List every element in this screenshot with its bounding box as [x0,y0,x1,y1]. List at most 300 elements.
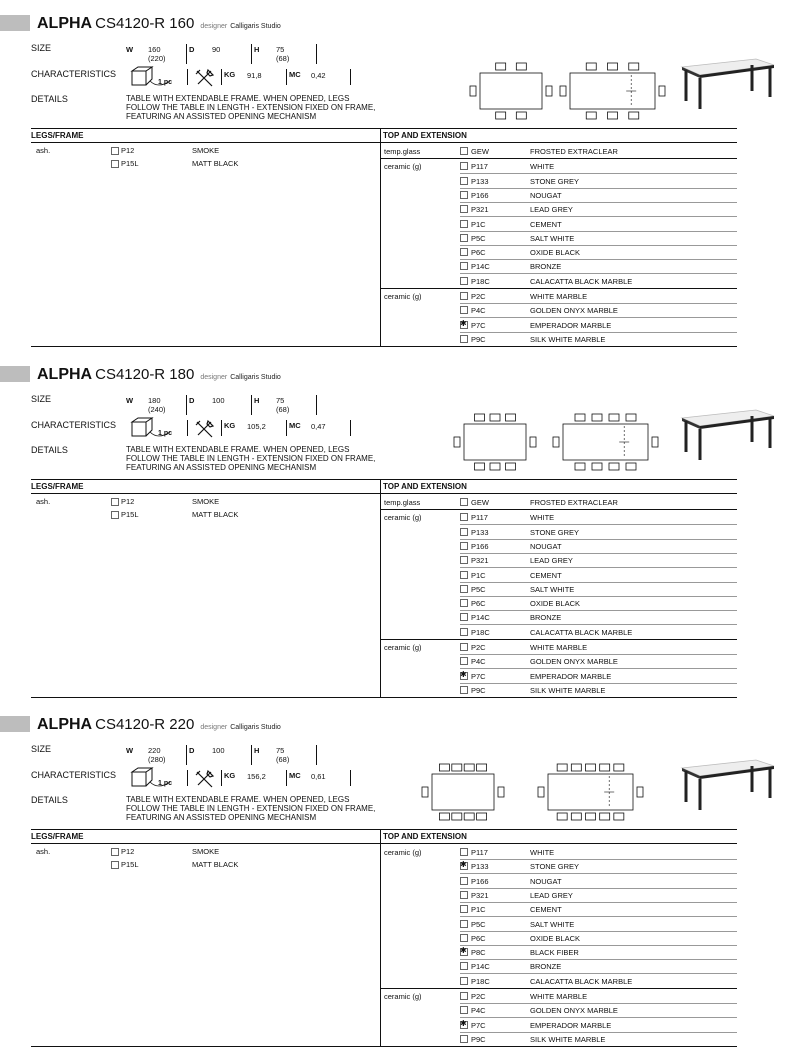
height-value: 75 [276,396,285,405]
chair-bottom [629,112,639,119]
chair-top [439,764,449,771]
top-option-checkbox[interactable] [460,672,468,680]
top-option-name: CALACATTA BLACK MARBLE [530,627,633,637]
row-divider [460,553,737,554]
top-option-name: WHITE [530,162,555,172]
product-title [37,13,281,38]
top-option-name: STONE GREY [530,527,580,537]
divider [316,745,317,765]
group-divider [381,509,737,510]
divider [186,745,187,765]
assembly-tools-icon [194,769,216,789]
top-option-name: WHITE MARBLE [530,292,588,301]
chair-right [530,437,536,447]
top-option-checkbox[interactable] [460,1035,468,1043]
details-text [126,445,375,472]
details-line: FEATURING AN ASSISTED OPENING MECHANISM [126,112,317,121]
designer-name: Calligaris Studio [230,23,281,30]
divider [286,69,287,85]
row-divider [460,668,737,669]
top-option-checkbox[interactable] [460,234,468,242]
chair-top [571,764,581,771]
divider [286,420,287,436]
details-line: FOLLOW THE TABLE IN LENGTH - EXTENSION FIXED ON FRAME, [126,103,376,112]
row-divider [460,317,737,318]
legs-header: LEGS/FRAME [31,832,84,841]
details-line: TABLE WITH EXTENDABLE FRAME. WHEN OPENED, LEGS [126,795,350,804]
header-bar [0,716,30,732]
designer-name: Calligaris Studio [230,724,281,731]
divider [186,395,187,415]
volume-key: MC [289,771,301,780]
divider [186,44,187,64]
top-option-checkbox[interactable] [460,905,468,913]
characteristics-label: CHARACTERISTICS [31,420,117,430]
top-option-code: P2C [471,992,486,1001]
top-option-code: P14C [471,613,490,623]
top-option-code: P18C [471,976,490,986]
chair-top [586,764,596,771]
top-option-name: FROSTED EXTRACLEAR [530,147,618,156]
top-option-name: STONE GREY [530,176,580,186]
top-option-checkbox[interactable] [460,628,468,636]
top-material: ceramic (g) [384,848,422,857]
top-option-code: P7C [471,1020,486,1030]
row-divider [460,902,737,903]
top-option-checkbox[interactable] [460,162,468,170]
top-option-code: P8C [471,948,486,958]
chair-right [546,86,552,96]
top-option-checkbox[interactable] [460,977,468,985]
top-option-code: GEW [471,498,489,507]
row-divider [460,582,737,583]
top-option-name: CEMENT [530,570,562,580]
chair-bottom [490,463,500,470]
top-option-code: P133 [471,527,489,537]
top-option-name: EMPERADOR MARBLE [530,671,612,681]
row-divider [460,683,737,684]
top-option-name: CALACATTA BLACK MARBLE [530,276,633,286]
pieces-count: 1 pc [158,79,173,86]
volume-key: MC [289,421,301,430]
top-option-checkbox[interactable] [460,948,468,956]
table-top-rule [31,829,737,830]
chair-top [477,764,487,771]
top-option-name: CEMENT [530,219,562,229]
row-divider [460,973,737,974]
volume-value: 0,61 [311,772,326,781]
chair-bottom [439,813,449,820]
top-header: TOP AND EXTENSION [383,482,467,491]
row-divider [460,916,737,917]
top-option-checkbox[interactable] [460,571,468,579]
top-option-checkbox[interactable] [460,528,468,536]
height-value: 75 [276,45,285,54]
top-option-checkbox[interactable] [460,321,468,329]
chair-bottom [557,813,567,820]
top-option-code: P133 [471,176,489,186]
top-option-checkbox[interactable] [460,292,468,300]
row-divider [460,596,737,597]
legs-option-checkbox[interactable] [111,511,119,519]
volume-key: MC [289,70,301,79]
designer-label: designer [200,23,228,30]
top-option-checkbox[interactable] [460,556,468,564]
table-outline [464,424,526,460]
weight-key: KG [224,771,236,780]
chair-bottom [609,463,619,470]
row-divider [460,1032,737,1033]
legs-option-name: SMOKE [192,847,220,856]
top-material: ceramic (g) [384,292,422,301]
top-option-code: P9C [471,334,486,344]
table-column-divider [380,128,381,346]
table-column-divider [380,479,381,697]
legs-option-code: P15L [121,159,139,168]
height-extended-value: (68) [276,405,290,414]
legs-option-checkbox[interactable] [111,498,119,506]
top-option-checkbox[interactable] [460,920,468,928]
chair-top [600,764,610,771]
top-option-checkbox[interactable] [460,613,468,621]
legs-option-code: P12 [121,497,135,506]
top-option-checkbox[interactable] [460,306,468,314]
top-option-name: CALACATTA BLACK MARBLE [530,976,633,986]
top-option-code: P166 [471,190,489,200]
header-bar [0,366,30,382]
top-option-checkbox[interactable] [460,262,468,270]
extended-table-outline [563,424,648,460]
group-divider [381,697,737,698]
extended-table-outline [570,73,655,109]
details-line: TABLE WITH EXTENDABLE FRAME. WHEN OPENED, LEGS [126,445,350,454]
designer-label: designer [200,724,228,731]
top-option-name: BRONZE [530,962,562,972]
top-material: ceramic (g) [384,162,422,172]
legs-header: LEGS/FRAME [31,482,84,491]
product-name: ALPHA [37,15,93,32]
top-option-checkbox[interactable] [460,335,468,343]
top-material: temp.glass [384,498,421,507]
row-divider [460,945,737,946]
row-divider [460,931,737,932]
top-option-checkbox[interactable] [460,934,468,942]
designer-label: designer [200,374,228,381]
table-header-rule [31,142,737,143]
top-material: temp.glass [384,147,421,156]
assembly-tools-icon [194,419,216,439]
chair-right [659,86,665,96]
table-plan-diagram [430,714,660,824]
depth-value: 100 [212,396,225,405]
legs-option-name: SMOKE [192,497,220,506]
top-option-code: P5C [471,233,486,243]
product-name: ALPHA [37,366,93,383]
details-label: DETAILS [31,795,68,805]
header-bar [0,15,30,31]
top-option-code: P2C [471,643,486,652]
chair-bottom [614,813,624,820]
table-plan-diagram [430,13,660,123]
chair-left [454,437,460,447]
chair-bottom [516,112,526,119]
top-option-checkbox[interactable] [460,177,468,185]
pieces-count: 1 pc [158,430,173,437]
top-option-code: P321 [471,890,489,900]
weight-value: 105,2 [247,422,266,431]
top-option-code: P321 [471,556,489,566]
top-option-name: SALT WHITE [530,919,575,929]
top-option-name: WHITE MARBLE [530,992,588,1001]
table-plan-diagram [430,364,660,474]
top-option-checkbox[interactable] [460,542,468,550]
table-header-rule [31,493,737,494]
depth-key: D [189,746,195,755]
chair-bottom [626,463,636,470]
assembly-tools-icon [194,68,216,88]
row-divider [460,1003,737,1004]
width-value: 160 [148,45,161,54]
top-option-checkbox[interactable] [460,147,468,155]
chair-top [506,414,516,421]
chair-top [575,414,585,421]
top-option-name: BLACK FIBER [530,948,579,958]
legs-option-code: P15L [121,860,139,869]
chair-bottom [506,463,516,470]
top-option-checkbox[interactable] [460,962,468,970]
product-code: CS4120-R 220 [95,716,195,733]
top-option-name: GOLDEN ONYX MARBLE [530,306,618,316]
size-label: SIZE [31,744,52,754]
top-option-code: P166 [471,541,489,551]
top-option-code: P117 [471,162,488,172]
designer-name: Calligaris Studio [230,374,281,381]
chair-top [557,764,567,771]
legs-option-name: MATT BLACK [192,510,239,519]
row-divider [460,539,737,540]
top-option-name: SILK WHITE MARBLE [530,334,606,344]
top-material: ceramic (g) [384,992,422,1001]
top-option-checkbox[interactable] [460,992,468,1000]
chair-top [592,414,602,421]
top-option-checkbox[interactable] [460,848,468,856]
details-label: DETAILS [31,94,68,104]
height-key: H [254,396,260,405]
top-option-name: NOUGAT [530,541,562,551]
row-divider [460,231,737,232]
top-option-code: P4C [471,657,486,667]
top-option-code: P117 [471,848,488,857]
top-option-checkbox[interactable] [460,220,468,228]
chair-top [586,63,596,70]
table-bottom-rule [31,697,381,698]
top-option-checkbox[interactable] [460,862,468,870]
chair-right [652,437,658,447]
top-option-code: P4C [471,306,486,316]
details-line: FEATURING AN ASSISTED OPENING MECHANISM [126,463,317,472]
divider [221,420,222,436]
top-option-checkbox[interactable] [460,248,468,256]
depth-key: D [189,45,195,54]
chair-bottom [496,112,506,119]
chair-bottom [477,813,487,820]
row-divider [460,610,737,611]
legs-material: ash. [36,146,51,155]
extended-table-outline [548,774,633,810]
legs-option-checkbox[interactable] [111,160,119,168]
table-photo [678,400,778,460]
top-option-checkbox[interactable] [460,585,468,593]
top-option-name: NOUGAT [530,876,562,886]
details-text [126,94,375,121]
chair-left [560,86,566,96]
divider [251,44,252,64]
row-divider [460,873,737,874]
chair-bottom [600,813,610,820]
depth-value: 100 [212,746,225,755]
table-photo [678,750,778,810]
top-option-code: P321 [471,205,489,215]
chair-top [496,63,506,70]
legs-option-checkbox[interactable] [111,147,119,155]
divider [187,770,188,786]
top-option-code: P7C [471,320,486,330]
chair-bottom [586,112,596,119]
height-key: H [254,746,260,755]
top-option-name: OXIDE BLACK [530,599,581,609]
chair-top [609,414,619,421]
table-bottom-rule [31,1046,381,1047]
table-column-divider [380,829,381,1046]
volume-value: 0,47 [311,422,326,431]
legs-material: ash. [36,497,51,506]
divider [350,69,351,85]
top-option-checkbox[interactable] [460,877,468,885]
product-title [37,364,281,389]
details-line: FEATURING AN ASSISTED OPENING MECHANISM [126,813,317,822]
pieces-count: 1 pc [158,780,173,787]
top-option-checkbox[interactable] [460,686,468,694]
legs-option-code: P12 [121,847,135,856]
top-option-checkbox[interactable] [460,498,468,506]
chair-bottom [464,813,474,820]
top-option-name: WHITE [530,848,555,857]
chair-bottom [571,813,581,820]
top-option-checkbox[interactable] [460,643,468,651]
group-divider [381,639,737,640]
divider [251,745,252,765]
top-option-code: P18C [471,627,490,637]
legs-option-name: MATT BLACK [192,860,239,869]
top-option-name: OXIDE BLACK [530,248,581,258]
chair-bottom [608,112,618,119]
height-key: H [254,45,260,54]
width-value: 180 [148,396,161,405]
chair-left [422,787,428,797]
chair-top [490,414,500,421]
divider [350,420,351,436]
top-option-name: OXIDE BLACK [530,933,581,943]
top-material: ceramic (g) [384,513,422,523]
row-divider [460,259,737,260]
product-section [0,714,799,1064]
group-divider [381,288,737,289]
chair-top [626,414,636,421]
top-option-checkbox[interactable] [460,191,468,199]
chair-top [452,764,462,771]
legs-option-name: SMOKE [192,146,220,155]
top-option-name: EMPERADOR MARBLE [530,1020,612,1030]
top-header: TOP AND EXTENSION [383,131,467,140]
row-divider [460,173,737,174]
width-key: W [126,396,134,405]
top-option-checkbox[interactable] [460,891,468,899]
weight-value: 156,2 [247,772,266,781]
top-option-checkbox[interactable] [460,513,468,521]
size-label: SIZE [31,43,52,53]
chair-top [608,63,618,70]
legs-option-checkbox[interactable] [111,861,119,869]
chair-bottom [452,813,462,820]
chair-top [614,764,624,771]
top-option-name: SALT WHITE [530,233,575,243]
top-header: TOP AND EXTENSION [383,832,467,841]
size-label: SIZE [31,394,52,404]
top-option-code: P14C [471,962,490,972]
row-divider [460,888,737,889]
divider [221,770,222,786]
chair-bottom [475,463,485,470]
width-key: W [126,45,134,54]
width-extended-value: (280) [148,755,166,764]
product-section [0,13,799,363]
top-option-code: P5C [471,584,486,594]
row-divider [460,303,737,304]
weight-value: 91,8 [247,71,262,80]
table-outline [432,774,494,810]
top-option-name: GOLDEN ONYX MARBLE [530,1006,618,1016]
top-option-checkbox[interactable] [460,205,468,213]
group-divider [381,346,737,347]
top-option-checkbox[interactable] [460,1006,468,1014]
details-text [126,795,375,822]
row-divider [460,273,737,274]
row-divider [460,959,737,960]
top-option-name: SILK WHITE MARBLE [530,1034,606,1044]
chair-left [553,437,559,447]
legs-option-code: P15L [121,510,139,519]
row-divider [460,859,737,860]
chair-right [498,787,504,797]
top-option-checkbox[interactable] [460,657,468,665]
top-option-code: P5C [471,919,486,929]
top-option-checkbox[interactable] [460,277,468,285]
details-line: FOLLOW THE TABLE IN LENGTH - EXTENSION FIXED ON FRAME, [126,454,376,463]
top-option-code: P4C [471,1006,486,1016]
volume-value: 0,42 [311,71,326,80]
top-option-code: P14C [471,262,490,272]
divider [350,770,351,786]
top-option-code: P9C [471,685,486,695]
row-divider [460,624,737,625]
depth-key: D [189,396,195,405]
row-divider [460,567,737,568]
product-name: ALPHA [37,716,93,733]
top-option-checkbox[interactable] [460,1021,468,1029]
legs-option-checkbox[interactable] [111,848,119,856]
top-option-checkbox[interactable] [460,599,468,607]
details-line: TABLE WITH EXTENDABLE FRAME. WHEN OPENED, LEGS [126,94,350,103]
